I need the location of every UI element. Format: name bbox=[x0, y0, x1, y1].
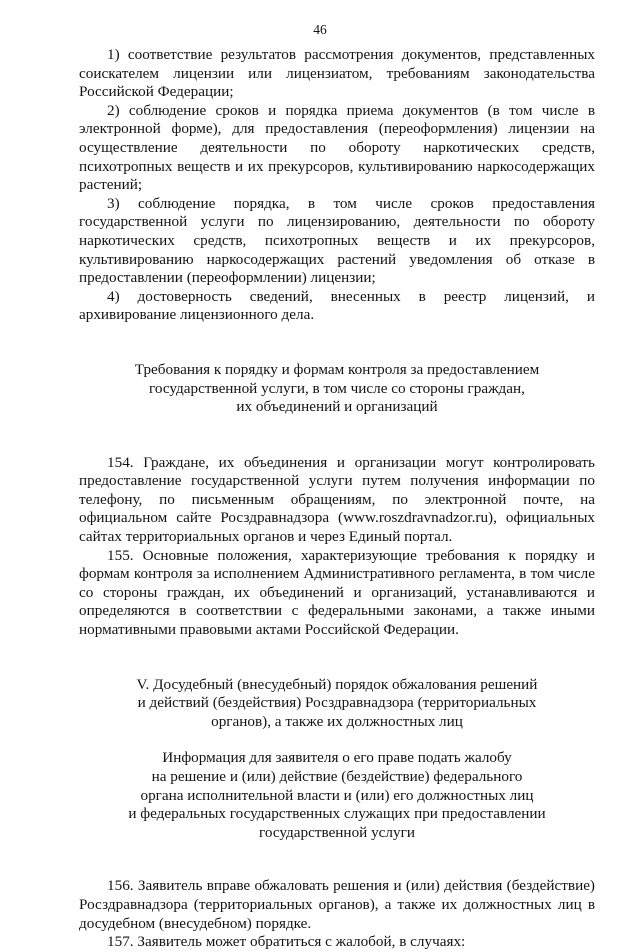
spacer bbox=[79, 731, 595, 749]
heading-line: государственной услуги, в том числе со стороны граждан, bbox=[149, 379, 525, 397]
page-number: 46 bbox=[313, 22, 327, 37]
list-item-4: 4) достоверность сведений, внесенных в реестр лицензий, и архивирование лицензионного дела. bbox=[79, 287, 595, 324]
heading-line: и действий (бездействия) Росздравнадзора (территориальных bbox=[137, 694, 537, 712]
spacer bbox=[79, 842, 595, 877]
heading-line: государственной услуги bbox=[259, 823, 415, 841]
section-heading-info bbox=[79, 749, 595, 842]
paragraph-157: 157. Заявитель может обратиться с жалобой, в случаях: bbox=[107, 933, 466, 951]
page-content bbox=[79, 46, 595, 952]
list-item-1: 1) соответствие результатов рассмотрения документов, представленных соискателем лицензии или лицензиатом, требованиям законодательства Российской Федерации; bbox=[79, 46, 595, 101]
heading-line: их объединений и организаций bbox=[236, 398, 438, 416]
spacer bbox=[79, 417, 595, 454]
list-item-2: 2) соблюдение сроков и порядка приема документов (в том числе в электронной форме), для предоставления (переоформления) лицензии на осуществление деятельности по обороту наркотических средств, психотропных веществ и их прекурсоров, культивированию наркосодержащих растений; bbox=[79, 101, 595, 194]
section-heading-control bbox=[79, 361, 595, 417]
heading-line: на решение и (или) действие (бездействие) федерального bbox=[151, 768, 523, 785]
heading-line: V. Досудебный (внесудебный) порядок обжалования решений bbox=[136, 675, 538, 693]
heading-line: и федеральных государственных служащих при предоставлении bbox=[128, 805, 546, 823]
heading-line: Информация для заявителя о его праве подать жалобу bbox=[162, 749, 512, 767]
paragraph-154: 154. Граждане, их объединения и организации могут контролировать предоставление государственной услуги путем получения информации по телефону, по письменным обращениям, по электронной почте, на официальном сайте Росздравнадзора (www.roszdravnadzor.ru), официальных сайтах территориальных органов и через Единый портал. bbox=[79, 453, 595, 546]
heading-line: Требования к порядку и формам контроля за предоставлением bbox=[134, 360, 540, 378]
list-item-3: 3) соблюдение порядка, в том числе сроков предоставления государственной услуги по лицензированию, деятельности по обороту наркотических средств, психотропных веществ и их прекурсоров, культивированию наркосодержащих растений уведомления об отказе в предоставлении (переоформлении) лицензии; bbox=[79, 194, 595, 287]
paragraph-156: 156. Заявитель вправе обжаловать решения и (или) действия (бездействие) Росздравнадзора (территориальных органов), а также их должностных лиц в досудебном (внесудебном) порядке. bbox=[79, 877, 595, 932]
spacer bbox=[79, 325, 595, 361]
spacer bbox=[79, 640, 595, 676]
paragraph-155: 155. Основные положения, характеризующие требования к порядку и формам контроля за исполнением Административного регламента, в том числе со стороны граждан, их объединений и организаций, устанавливаются и определяются в соответствии с федеральными законами, а также иными нормативными правовыми актами Российской Федерации. bbox=[79, 546, 595, 639]
section-heading-v bbox=[79, 676, 595, 732]
heading-line: органа исполнительной власти и (или) его должностных лиц bbox=[140, 786, 534, 804]
heading-line: органов), а также их должностных лиц bbox=[211, 712, 463, 730]
